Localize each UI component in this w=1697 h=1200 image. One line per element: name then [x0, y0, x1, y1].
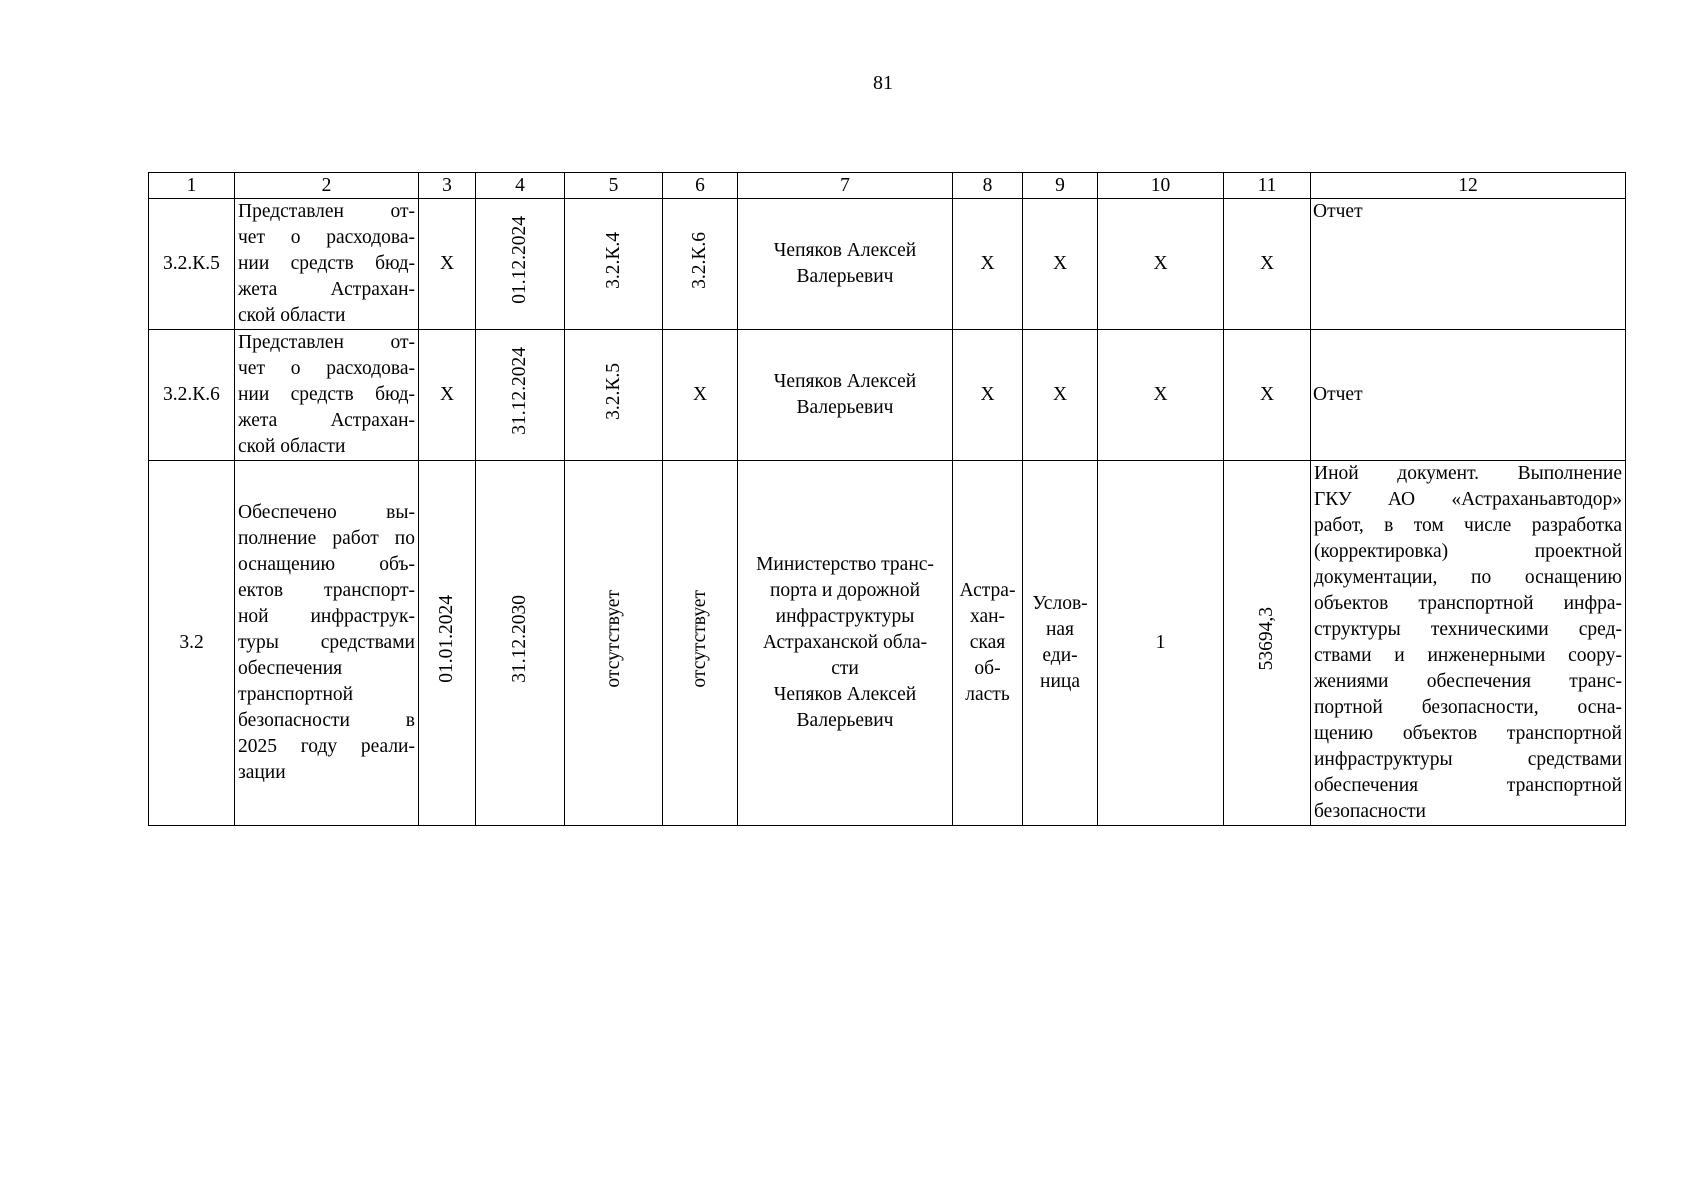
result-description-cell — [235, 199, 419, 330]
row-number-cell: 3.2.К.5 — [149, 199, 235, 330]
text-line: ной инфраструк- — [238, 606, 415, 627]
page-number: 81 — [873, 72, 893, 94]
table-row — [149, 199, 1626, 330]
row-number-cell: 3.2.К.6 — [149, 330, 235, 461]
end-date-cell — [476, 461, 565, 826]
text-line: обеспечения транспортной — [1314, 775, 1622, 796]
text-line: Обеспечено вы- — [238, 502, 415, 523]
text-line: порта и дорожной — [769, 580, 921, 601]
end-date-text: 31.12.2024 — [509, 347, 530, 435]
text-line: ница — [1040, 671, 1080, 692]
column-header: 11 — [1224, 173, 1311, 199]
predecessor-cell — [565, 330, 663, 461]
column-header: 1 — [149, 173, 235, 199]
text-line: нии средств бюд- — [238, 253, 415, 274]
unit-cell — [1023, 461, 1098, 826]
text-line: ласть — [965, 684, 1010, 705]
text-line: Представлен от- — [238, 201, 415, 222]
text-line: инфраструктуры — [775, 606, 915, 627]
unit-cell: Х — [1023, 199, 1098, 330]
text-line: еди- — [1042, 645, 1078, 666]
amount-cell: Х — [1224, 199, 1311, 330]
amount-cell: Х — [1224, 330, 1311, 461]
text-line: сти — [831, 658, 859, 679]
text-line: документации, по оснащению — [1314, 567, 1622, 588]
text-line: щению объектов транспортной — [1314, 723, 1622, 744]
text-line: чет о расходова- — [238, 227, 415, 248]
table-row — [149, 461, 1626, 826]
text-line: жета Астрахан- — [238, 410, 415, 431]
text-line: 2025 году реали- — [238, 736, 415, 757]
end-date-text: 01.12.2024 — [509, 216, 530, 304]
text-line: жениями обеспечения транс- — [1314, 671, 1622, 692]
column-header: 2 — [235, 173, 419, 199]
value-cell: 1 — [1098, 461, 1224, 826]
value-cell: Х — [1098, 199, 1224, 330]
text-line: Астра- — [959, 580, 1016, 601]
document-cell — [1311, 330, 1626, 461]
column-header: 5 — [565, 173, 663, 199]
text-line: зации — [238, 762, 286, 783]
text-line: оснащению объ- — [238, 554, 415, 575]
text-line: работ, в том числе разработка — [1314, 515, 1622, 536]
text-line: Отчет — [1313, 384, 1363, 405]
text-line: Валерьевич — [796, 397, 894, 418]
amount-cell — [1224, 461, 1311, 826]
end-date-cell — [476, 330, 565, 461]
start-date-cell: Х — [419, 199, 476, 330]
column-header: 4 — [476, 173, 565, 199]
successor-cell — [663, 199, 738, 330]
header-row — [149, 173, 1626, 199]
territory-cell: Х — [953, 330, 1023, 461]
text-line: жета Астрахан- — [238, 279, 415, 300]
result-description-cell — [235, 461, 419, 826]
text-line: ектов транспорт- — [238, 580, 415, 601]
text-line: Астраханской обла- — [762, 632, 928, 653]
end-date-text: 31.12.2030 — [509, 595, 530, 683]
successor-cell — [663, 461, 738, 826]
text-line: ская — [969, 632, 1006, 653]
predecessor-text: 3.2.К.4 — [602, 231, 624, 289]
text-line: хан- — [969, 606, 1006, 627]
text-line: транспортной — [238, 684, 354, 705]
document-cell — [1311, 461, 1626, 826]
text-line: Чепяков Алексей — [773, 684, 917, 705]
plan-table — [148, 172, 1626, 826]
predecessor-text: отсутствует — [602, 590, 624, 688]
amount-text: 53694,3 — [1256, 607, 1277, 671]
start-date-cell — [419, 461, 476, 826]
text-line: ской области — [238, 436, 346, 457]
value-cell: Х — [1098, 330, 1224, 461]
text-line: (корректировка) проектной — [1314, 541, 1622, 562]
column-header: 12 — [1311, 173, 1626, 199]
column-header: 6 — [663, 173, 738, 199]
text-line: чет о расходова- — [238, 358, 415, 379]
text-line: Министерство транс- — [756, 554, 934, 575]
text-line: полнение работ по — [238, 528, 415, 549]
text-line: Представлен от- — [238, 332, 415, 353]
text-line: ГКУ АО «Астраханьавтодор» — [1314, 489, 1622, 510]
predecessor-text: 3.2.К.5 — [602, 362, 624, 420]
result-description-cell — [235, 330, 419, 461]
text-line: нии средств бюд- — [238, 384, 415, 405]
start-date-text: 01.01.2024 — [436, 595, 457, 683]
column-header: 9 — [1023, 173, 1098, 199]
text-line: Валерьевич — [796, 266, 894, 287]
territory-cell — [953, 461, 1023, 826]
text-line: структуры техническими сред- — [1314, 619, 1622, 640]
end-date-cell — [476, 199, 565, 330]
start-date-cell: Х — [419, 330, 476, 461]
text-line: портной безопасности, осна- — [1314, 697, 1622, 718]
successor-text: 3.2.К.6 — [689, 231, 710, 289]
text-line: ствами и инженерными соору- — [1314, 645, 1622, 666]
responsible-cell — [738, 330, 953, 461]
text-line: Чепяков Алексей — [773, 240, 917, 261]
column-header: 8 — [953, 173, 1023, 199]
predecessor-cell — [565, 199, 663, 330]
responsible-cell — [738, 199, 953, 330]
predecessor-cell — [565, 461, 663, 826]
text-line: безопасности — [1314, 801, 1426, 822]
responsible-cell — [738, 461, 953, 826]
text-line: об- — [974, 658, 1001, 679]
successor-text: отсутствует — [689, 590, 710, 688]
text-line: туры средствами — [238, 632, 415, 653]
text-line: Иной документ. Выполнение — [1314, 463, 1622, 484]
text-line: Отчет — [1313, 201, 1363, 222]
successor-cell: Х — [663, 330, 738, 461]
text-line: Валерьевич — [796, 710, 894, 731]
text-line: ная — [1045, 619, 1075, 640]
territory-cell: Х — [953, 199, 1023, 330]
column-header: 7 — [738, 173, 953, 199]
text-line: безопасности в — [238, 710, 415, 731]
column-header: 10 — [1098, 173, 1224, 199]
text-line: Чепяков Алексей — [773, 371, 917, 392]
text-line: инфраструктуры средствами — [1314, 749, 1622, 770]
unit-cell: Х — [1023, 330, 1098, 461]
text-line: Услов- — [1032, 593, 1088, 614]
table-row — [149, 330, 1626, 461]
text-line: ской области — [238, 305, 346, 326]
document-cell — [1311, 199, 1626, 330]
text-line: объектов транспортной инфра- — [1314, 593, 1622, 614]
text-line: обеспечения — [238, 658, 343, 679]
column-header: 3 — [419, 173, 476, 199]
row-number-cell: 3.2 — [149, 461, 235, 826]
